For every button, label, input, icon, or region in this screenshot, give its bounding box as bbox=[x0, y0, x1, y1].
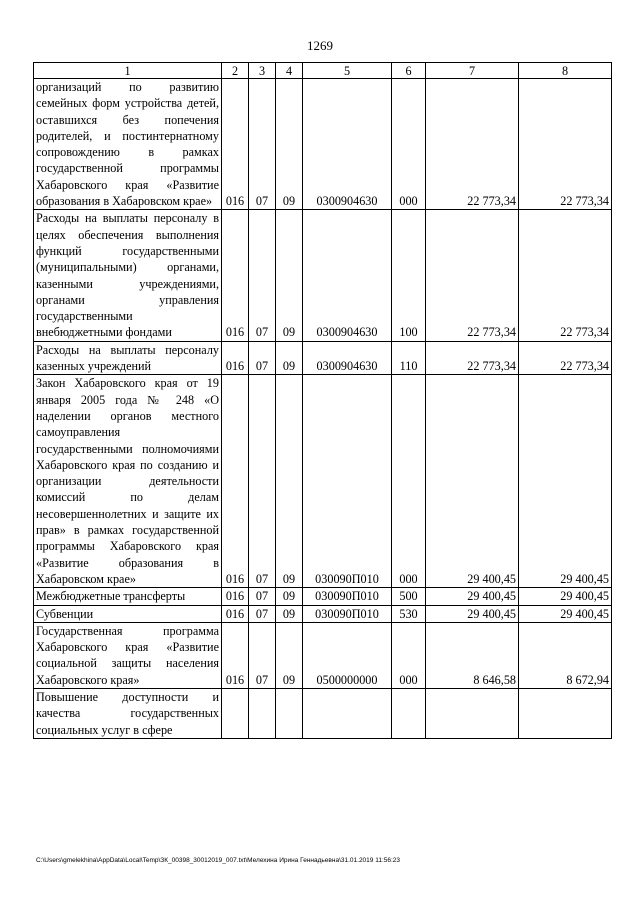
subsection-code: 09 bbox=[276, 605, 303, 622]
ministry-code: 016 bbox=[222, 588, 249, 605]
section-code: 07 bbox=[249, 605, 276, 622]
expense-type-code: 000 bbox=[392, 622, 426, 688]
target-article-code: 0300904630 bbox=[303, 341, 392, 375]
header-row bbox=[34, 63, 612, 79]
budget-table bbox=[33, 62, 612, 739]
expense-type-code bbox=[392, 688, 426, 738]
amount-column-7 bbox=[426, 688, 519, 738]
expense-type-code: 530 bbox=[392, 605, 426, 622]
expense-type-code: 110 bbox=[392, 341, 426, 375]
ministry-code: 016 bbox=[222, 622, 249, 688]
amount-column-8: 22 773,34 bbox=[519, 210, 612, 341]
row-description: Расходы на выплаты персоналу казенных учреждений bbox=[34, 341, 222, 375]
subsection-code: 09 bbox=[276, 79, 303, 210]
column-header: 5 bbox=[303, 63, 392, 79]
column-header: 1 bbox=[34, 63, 222, 79]
expense-type-code: 500 bbox=[392, 588, 426, 605]
amount-column-7: 22 773,34 bbox=[426, 341, 519, 375]
table-row bbox=[34, 622, 612, 688]
subsection-code: 09 bbox=[276, 375, 303, 588]
ministry-code: 016 bbox=[222, 605, 249, 622]
section-code: 07 bbox=[249, 622, 276, 688]
ministry-code: 016 bbox=[222, 79, 249, 210]
subsection-code: 09 bbox=[276, 622, 303, 688]
amount-column-8 bbox=[519, 688, 612, 738]
ministry-code: 016 bbox=[222, 210, 249, 341]
subsection-code bbox=[276, 688, 303, 738]
amount-column-8: 22 773,34 bbox=[519, 79, 612, 210]
target-article-code: 030090П010 bbox=[303, 605, 392, 622]
section-code: 07 bbox=[249, 375, 276, 588]
file-path-footer: C:\Users\gmelekhina\AppData\Local\Temp\ЗК_00398_30012019_007.txt\Мелехина Ирина Геннадьевна\31.01.2019 11:56:23 bbox=[36, 857, 401, 864]
amount-column-7: 29 400,45 bbox=[426, 588, 519, 605]
column-header: 7 bbox=[426, 63, 519, 79]
target-article-code: 030090П010 bbox=[303, 375, 392, 588]
table-row bbox=[34, 341, 612, 375]
row-description: Государственная программа Хабаровского края «Развитие социальной защиты населения Хабаровского края» bbox=[34, 622, 222, 688]
table-row bbox=[34, 210, 612, 341]
target-article-code: 0300904630 bbox=[303, 210, 392, 341]
amount-column-8: 29 400,45 bbox=[519, 375, 612, 588]
target-article-code: 0500000000 bbox=[303, 622, 392, 688]
row-description: Повышение доступности и качества государственных социальных услуг в сфере bbox=[34, 688, 222, 738]
row-description: Межбюджетные трансферты bbox=[34, 588, 222, 605]
column-header: 4 bbox=[276, 63, 303, 79]
section-code: 07 bbox=[249, 79, 276, 210]
row-description: организаций по развитию семейных форм устройства детей, оставшихся без попечения родителей, и постинтернатному сопровождению в рамках государственной программы Хабаровского края «Развитие образования в Хабаровском крае» bbox=[34, 79, 222, 210]
amount-column-7: 8 646,58 bbox=[426, 622, 519, 688]
expense-type-code: 100 bbox=[392, 210, 426, 341]
section-code: 07 bbox=[249, 210, 276, 341]
expense-type-code: 000 bbox=[392, 79, 426, 210]
section-code: 07 bbox=[249, 588, 276, 605]
column-header: 6 bbox=[392, 63, 426, 79]
amount-column-7: 22 773,34 bbox=[426, 210, 519, 341]
page-number: 1269 bbox=[307, 38, 333, 53]
column-header: 8 bbox=[519, 63, 612, 79]
row-description: Субвенции bbox=[34, 605, 222, 622]
row-description: Расходы на выплаты персоналу в целях обеспечения выполнения функций государственными (муниципальными) органами, казенными учреждениями, органами управления государственными внебюджетными фондами bbox=[34, 210, 222, 341]
target-article-code bbox=[303, 688, 392, 738]
amount-column-8: 29 400,45 bbox=[519, 588, 612, 605]
table-row bbox=[34, 588, 612, 605]
ministry-code: 016 bbox=[222, 341, 249, 375]
amount-column-7: 22 773,34 bbox=[426, 79, 519, 210]
target-article-code: 0300904630 bbox=[303, 79, 392, 210]
subsection-code: 09 bbox=[276, 210, 303, 341]
table-row bbox=[34, 79, 612, 210]
section-code bbox=[249, 688, 276, 738]
table-row bbox=[34, 688, 612, 738]
column-header: 2 bbox=[222, 63, 249, 79]
target-article-code: 030090П010 bbox=[303, 588, 392, 605]
section-code: 07 bbox=[249, 341, 276, 375]
ministry-code bbox=[222, 688, 249, 738]
subsection-code: 09 bbox=[276, 341, 303, 375]
amount-column-7: 29 400,45 bbox=[426, 605, 519, 622]
amount-column-8: 29 400,45 bbox=[519, 605, 612, 622]
amount-column-7: 29 400,45 bbox=[426, 375, 519, 588]
row-description: Закон Хабаровского края от 19 января 2005 года № 248 «О наделении органов местного самоуправления государственными полномочиями Хабаровского края по созданию и организации деятельности комиссий по делам несовершеннолетних и защите их прав» в рамках государственной программы Хабаровского края «Развитие образования в Хабаровском крае» bbox=[34, 375, 222, 588]
table-row bbox=[34, 375, 612, 588]
amount-column-8: 8 672,94 bbox=[519, 622, 612, 688]
amount-column-8: 22 773,34 bbox=[519, 341, 612, 375]
table-row bbox=[34, 605, 612, 622]
expense-type-code: 000 bbox=[392, 375, 426, 588]
ministry-code: 016 bbox=[222, 375, 249, 588]
column-header: 3 bbox=[249, 63, 276, 79]
subsection-code: 09 bbox=[276, 588, 303, 605]
